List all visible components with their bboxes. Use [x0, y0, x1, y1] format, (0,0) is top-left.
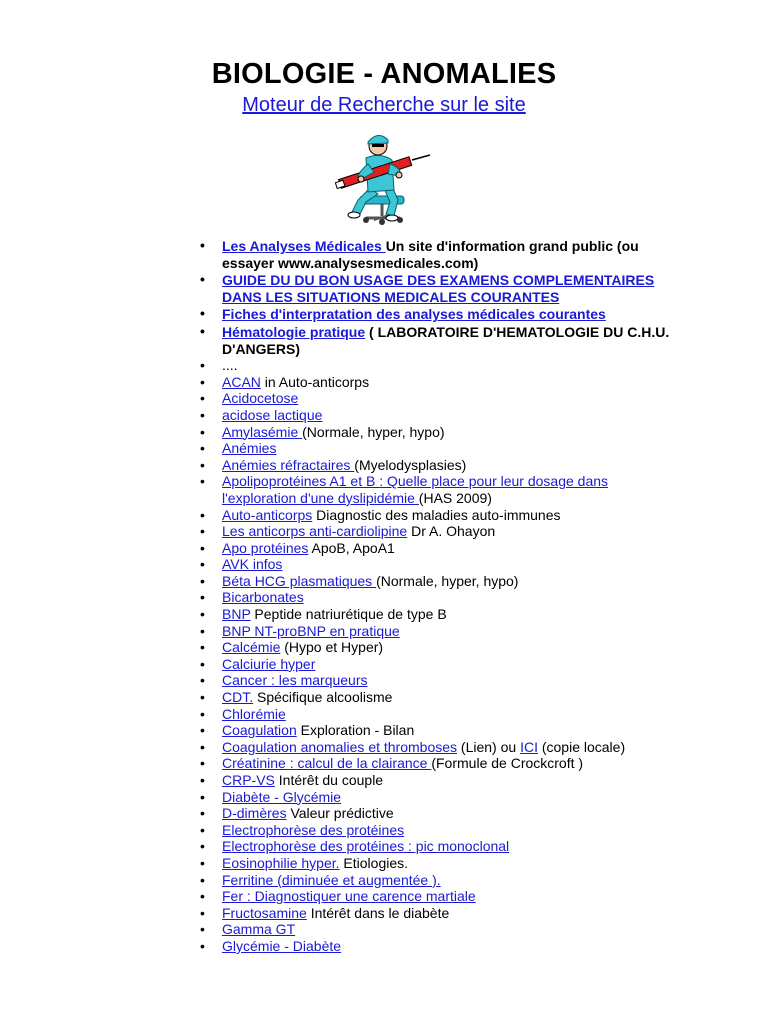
item-description: in Auto-anticorps — [260, 373, 370, 390]
item-link[interactable]: Béta HCG plasmatiques — [222, 572, 377, 589]
item-link[interactable]: Gamma GT — [222, 921, 296, 938]
list-item — [200, 457, 680, 474]
item-description: (Lien) ou — [457, 738, 521, 755]
item-description: (Normale, hyper, hypo) — [302, 423, 445, 440]
item-description: (HAS 2009) — [418, 489, 492, 506]
list-item — [200, 639, 680, 656]
item-description: Intérêt dans le diabète — [306, 904, 450, 921]
list-item — [200, 921, 680, 938]
list-item — [200, 938, 680, 955]
item-link-local-copy[interactable]: ICI — [520, 738, 538, 755]
item-description: Valeur prédictive — [286, 805, 394, 822]
item-link[interactable]: Glycémie - Diabète — [222, 937, 342, 954]
list-item — [200, 838, 680, 855]
item-description: (Myelodysplasies) — [354, 456, 467, 473]
item-link[interactable]: ACAN — [222, 373, 261, 390]
item-description: (Hypo et Hyper) — [280, 639, 384, 656]
item-link[interactable]: Anémies — [222, 440, 277, 457]
item-link[interactable]: CRP-VS — [222, 772, 275, 788]
item-description: Diagnostic des maladies auto-immunes — [312, 506, 561, 523]
list-item — [200, 507, 680, 524]
item-description: Etiologies. — [339, 854, 409, 871]
item-link[interactable]: Fiches d'interpratation des analyses médicales courantes — [222, 306, 606, 323]
item-link[interactable]: Créatinine : calcul de la clairance — [222, 755, 432, 772]
list-item — [200, 888, 680, 905]
item-link[interactable]: Fructosamine — [222, 904, 307, 921]
item-description: Peptide natriurétique de type B — [250, 606, 447, 623]
item-link[interactable]: BNP NT-proBNP en pratique — [222, 622, 400, 639]
list-item — [200, 789, 680, 806]
list-item — [200, 656, 680, 673]
list-item — [200, 374, 680, 391]
item-link[interactable]: Calciurie hyper — [222, 655, 316, 672]
list-item — [200, 440, 680, 457]
search-engine-link[interactable]: Moteur de Recherche sur le site — [242, 94, 526, 116]
list-item — [200, 390, 680, 407]
item-link[interactable]: Fer : Diagnostiquer une carence martiale — [222, 888, 476, 905]
list-item — [200, 722, 680, 739]
item-link[interactable]: Bicarbonates — [222, 589, 304, 606]
nurse-syringe-illustration — [330, 130, 434, 226]
list-item — [200, 589, 680, 606]
item-link[interactable]: Cancer : les marqueurs — [222, 672, 368, 689]
item-link[interactable]: AVK infos — [222, 556, 283, 573]
item-link[interactable]: GUIDE DU DU BON USAGE DES EXAMENS COMPLEMENTAIRES DANS LES SITUATIONS MEDICALES COURANTES — [222, 272, 655, 305]
analyses-list — [200, 237, 680, 955]
item-link[interactable]: Les Analyses Médicales — [222, 238, 386, 254]
item-link[interactable]: Hématologie pratique — [222, 323, 366, 340]
item-description-2: (copie locale) — [537, 738, 626, 755]
list-item — [200, 424, 680, 441]
list-item — [200, 805, 680, 822]
item-link[interactable]: Calcémie — [222, 639, 281, 656]
item-description: (Formule de Crockcroft ) — [431, 755, 584, 772]
item-link[interactable]: CDT. — [222, 689, 254, 706]
item-description: (Normale, hyper, hypo) — [376, 572, 519, 589]
list-item — [200, 706, 680, 723]
item-link[interactable]: acidose lactique — [222, 406, 323, 423]
item-link[interactable]: Apo protéines — [222, 539, 309, 556]
list-item — [200, 672, 680, 689]
item-link[interactable]: Anémies réfractaires — [222, 456, 355, 473]
item-link[interactable]: Apolipoprotéines A1 et B : Quelle place pour leur dosage dans l'exploration d'une dyslipidémie — [222, 473, 609, 506]
item-description: ApoB, ApoA1 — [308, 539, 395, 556]
list-item — [200, 739, 680, 756]
item-description: Intérêt du couple — [274, 772, 384, 788]
item-link[interactable]: Diabète - Glycémie — [222, 788, 342, 805]
item-link[interactable]: Eosinophilie hyper. — [222, 854, 340, 871]
item-link[interactable]: Auto-anticorps — [222, 506, 313, 523]
list-item — [200, 872, 680, 889]
list-item — [200, 305, 680, 323]
item-link[interactable]: Amylasémie — [222, 423, 303, 440]
list-item — [200, 407, 680, 424]
list-item — [200, 822, 680, 839]
item-link[interactable]: Les anticorps anti-cardiolipine — [222, 523, 408, 540]
page-title: BIOLOGIE - ANOMALIES — [211, 58, 557, 90]
item-description: Spécifique alcoolisme — [253, 689, 393, 706]
item-description: Dr A. Ohayon — [407, 523, 496, 540]
list-item — [200, 772, 680, 789]
item-link[interactable]: Electrophorèse des protéines : pic monoclonal — [222, 838, 510, 855]
item-link[interactable]: Acidocetose — [222, 390, 299, 407]
list-item — [200, 623, 680, 640]
list-item-ellipsis — [200, 357, 680, 374]
list-item — [200, 755, 680, 772]
item-link[interactable]: Chlorémie — [222, 705, 286, 722]
list-item — [200, 237, 680, 271]
item-link[interactable]: Coagulation anomalies et thromboses — [222, 738, 458, 755]
list-item — [200, 523, 680, 540]
item-link[interactable]: Electrophorèse des protéines — [222, 821, 405, 838]
list-item — [200, 606, 680, 623]
list-item — [200, 855, 680, 872]
item-link[interactable]: Ferritine (diminuée et augmentée ). — [222, 871, 441, 888]
list-item — [200, 473, 680, 506]
item-description: Un site d'information grand public (ou essayer www.analysesmedicales.com) — [222, 238, 639, 271]
list-item — [200, 540, 680, 557]
item-description: ( LABORATOIRE D'HEMATOLOGIE DU C.H.U. D'ANGERS) — [222, 323, 670, 357]
list-item — [200, 689, 680, 706]
item-link[interactable]: Coagulation — [222, 722, 297, 739]
item-link[interactable]: D-dimères — [222, 805, 287, 822]
list-item — [200, 556, 680, 573]
ellipsis-text: .... — [222, 357, 238, 374]
list-item — [200, 573, 680, 590]
list-item — [200, 323, 680, 357]
list-item — [200, 905, 680, 922]
item-link[interactable]: BNP — [222, 606, 251, 623]
item-description: Exploration - Bilan — [296, 722, 415, 739]
list-item — [200, 271, 680, 305]
